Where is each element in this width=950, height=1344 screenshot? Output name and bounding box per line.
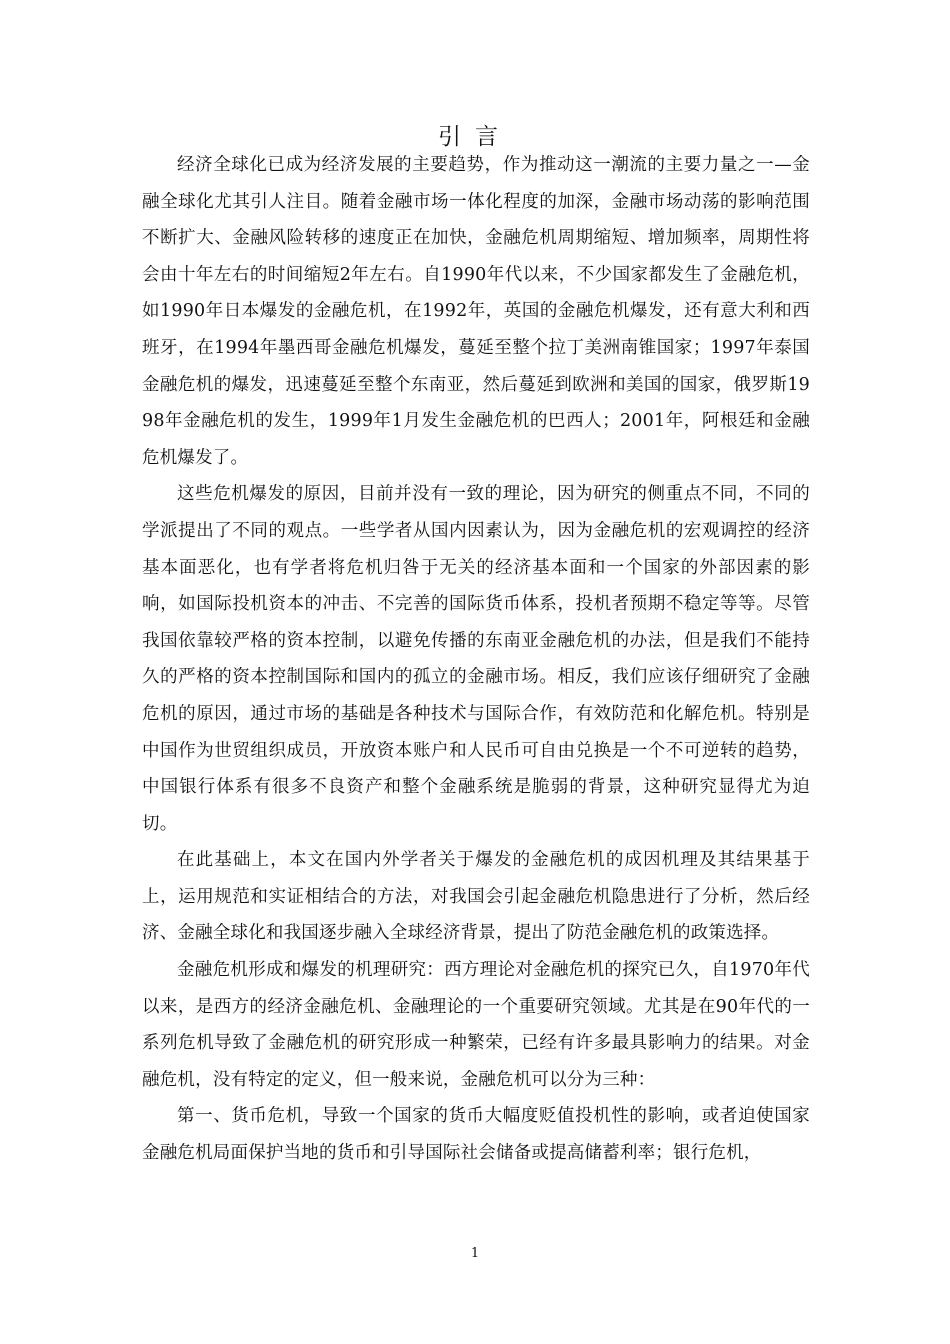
- page-number: 1: [470, 1246, 480, 1261]
- paragraph-5: 第一、货币危机，导致一个国家的货币大幅度贬值投机性的影响，或者迫使国家金融危机局面保护当地的货币和引导国际社会储备或提高储蓄利率；银行危机，: [142, 1106, 810, 1164]
- paragraph-1: 经济全球化已成为经济发展的主要趋势，作为推动这一潮流的主要力量之一—金融全球化尤其引人注目。随着金融市场一体化程度的加深，金融市场动荡的影响范围不断扩大、金融风险转移的速度正在加快，金融危机周期缩短、增加频率，周期性将会由十年左右的时间缩短2年左右。自1990年代以来，不少国家都发生了金融危机，如1990年日本爆发的金融危机，在1992年，英国的金融危机爆发，还有意大利和西班牙，在1994年墨西哥金融危机爆发，蔓延至整个拉丁美洲南锥国家；1997年泰国金融危机的爆发，迅速蔓延至整个东南亚，然后蔓延到欧洲和美国的国家，俄罗斯1998年金融危机的发生，1999年1月发生金融危机的巴西人；2001年，阿根廷和金融危机爆发了。: [142, 155, 810, 468]
- paragraph-4: 金融危机形成和爆发的机理研究：西方理论对金融危机的探究已久，自1970年代以来，是西方的经济金融危机、金融理论的一个重要研究领域。尤其是在90年代的一系列危机导致了金融危机的研究形成一种繁荣，已经有许多最具影响力的结果。对金融危机，没有特定的定义，但一般来说，金融危机可以分为三种：: [142, 960, 810, 1090]
- paragraph-3: 在此基础上，本文在国内外学者关于爆发的金融危机的成因机理及其结果基于上，运用规范和实证相结合的方法，对我国会引起金融危机隐患进行了分析，然后经济、金融全球化和我国逐步融入全球经济背景，提出了防范金融危机的政策选择。: [142, 850, 810, 944]
- body-text: [142, 147, 810, 1172]
- paragraph-2: 这些危机爆发的原因，目前并没有一致的理论，因为研究的侧重点不同，不同的学派提出了不同的观点。一些学者从国内因素认为，因为金融危机的宏观调控的经济基本面恶化，也有学者将危机归咎于无关的经济基本面和一个国家的外部因素的影响，如国际投机资本的冲击、不完善的国际货币体系，投机者预期不稳定等等。尽管我国依靠较严格的资本控制，以避免传播的东南亚金融危机的办法，但是我们不能持久的严格的资本控制国际和国内的孤立的金融市场。相反，我们应该仔细研究了金融危机的原因，通过市场的基础是各种技术与国际合作，有效防范和化解危机。特别是中国作为世贸组织成员，开放资本账户和人民币可自由兑换是一个不可逆转的趋势，中国银行体系有很多不良资产和整个金融系统是脆弱的背景，这种研究显得尤为迫切。: [142, 484, 810, 834]
- section-title: 引言: [438, 124, 512, 150]
